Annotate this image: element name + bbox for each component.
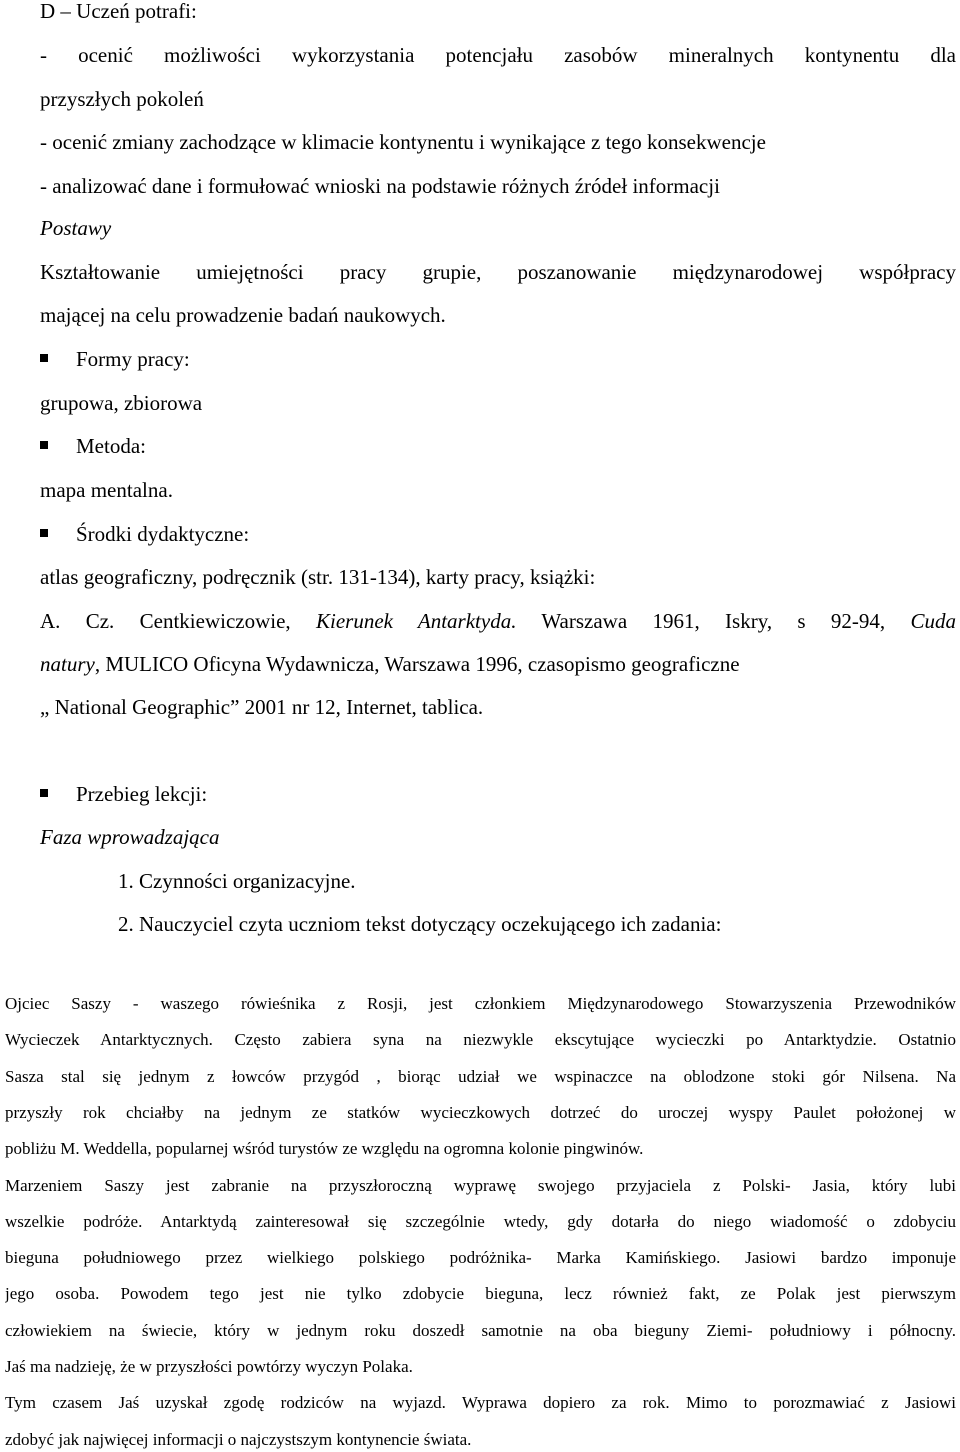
story-line: przyszły rok chciałby na jednym ze statków wycieczkowych dotrzeć do uroczej wyspy Paulet położonej w bbox=[5, 1103, 956, 1122]
skill-line: przyszłych pokoleń bbox=[40, 87, 204, 111]
method-bullet-item bbox=[40, 433, 956, 459]
means-text: , MULICO Oficyna Wydawnicza, Warszawa 1996, czasopismo geograficzne bbox=[94, 652, 740, 676]
means-label: Środki dydaktyczne: bbox=[76, 522, 250, 546]
story-line: jego osoba. Powodem tego jest nie tylko zdobycie bieguna, lecz również fakt, ze Polak jest pierwszym bbox=[5, 1284, 956, 1303]
story-line: człowiekiem na świecie, który w jednym roku doszedł samotnie na oba bieguny Ziemi- południowy i północny. bbox=[5, 1321, 956, 1340]
story-line: Ojciec Saszy - waszego rówieśnika z Rosji, jest członkiem Międzynarodowego Stowarzyszenia Przewodników bbox=[5, 994, 956, 1013]
story-line: Jaś ma nadzieję, że w przyszłości powtórzy wyczyn Polaka. bbox=[5, 1357, 413, 1376]
book-title: Cuda bbox=[910, 609, 956, 633]
story-line: Marzeniem Saszy jest zabranie na przyszłoroczną wyprawę swojego przyjaciela z Polski- Jasia, który lubi bbox=[5, 1176, 956, 1195]
bullet-square-icon bbox=[40, 529, 48, 537]
skill-line: - ocenić możliwości wykorzystania potencjału zasobów mineralnych kontynentu dla bbox=[40, 43, 956, 67]
bullet-square-icon bbox=[40, 354, 48, 362]
forms-bullet-item bbox=[40, 346, 956, 372]
forms-value: grupowa, zbiorowa bbox=[40, 391, 203, 415]
bullet-square-icon bbox=[40, 789, 48, 797]
means-text: A. Cz. Centkiewiczowie, bbox=[40, 609, 316, 633]
attitudes-line: mającej na celu prowadzenie badań naukowych. bbox=[40, 303, 446, 327]
course-bullet-item bbox=[40, 781, 956, 807]
means-line: atlas geograficzny, podręcznik (str. 131-134), karty pracy, książki: bbox=[40, 565, 596, 589]
attitudes-title: Postawy bbox=[40, 216, 112, 240]
method-label: Metoda: bbox=[76, 434, 146, 458]
means-line bbox=[40, 651, 956, 677]
phase-title: Faza wprowadzająca bbox=[40, 825, 220, 849]
attitudes-line: Kształtowanie umiejętności pracy grupie, poszanowanie międzynarodowej współpracy bbox=[40, 260, 956, 284]
forms-label: Formy pracy: bbox=[76, 347, 190, 371]
book-title: Kierunek Antarktyda. bbox=[315, 609, 517, 633]
story-line: wszelkie podróże. Antarktydą zainteresował się szczególnie wtedy, gdy dotarła do niego wiadomość o zdobyciu bbox=[5, 1212, 956, 1231]
means-line: „ National Geographic” 2001 nr 12, Internet, tablica. bbox=[40, 695, 484, 719]
book-title: natury bbox=[40, 652, 95, 676]
means-text: Warszawa 1961, Iskry, s 92-94, bbox=[516, 609, 911, 633]
means-bullet-item bbox=[40, 521, 956, 547]
bullet-square-icon bbox=[40, 441, 48, 449]
step-item: 2. Nauczyciel czyta uczniom tekst dotyczący oczekującego ich zadania: bbox=[118, 912, 722, 936]
story-line: zdobyć jak najwięcej informacji o najczystszym kontynencie świata. bbox=[5, 1430, 472, 1449]
skill-line: - analizować dane i formułować wnioski na podstawie różnych źródeł informacji bbox=[40, 174, 720, 198]
course-label: Przebieg lekcji: bbox=[76, 782, 208, 806]
step-item: 1. Czynności organizacyjne. bbox=[118, 869, 356, 893]
story-line: Wycieczek Antarktycznych. Często zabiera syna na niezwykle ekscytujące wycieczki po Antarktydzie. Ostatnio bbox=[5, 1030, 956, 1049]
story-line: pobliżu M. Weddella, popularnej wśród turystów ze względu na ogromna kolonie pingwinów. bbox=[5, 1139, 644, 1158]
story-line: Tym czasem Jaś uzyskał zgodę rodziców na wyjazd. Wyprawa dopiero za rok. Mimo to porozmawiać z Jasiowi bbox=[5, 1393, 956, 1412]
section-heading: D – Uczeń potrafi: bbox=[40, 0, 197, 23]
skill-line: - ocenić zmiany zachodzące w klimacie kontynentu i wynikające z tego konsekwencje bbox=[40, 130, 766, 154]
method-value: mapa mentalna. bbox=[40, 478, 173, 502]
means-line bbox=[40, 608, 956, 634]
story-line: bieguna południowego przez wielkiego polskiego podróżnika- Marka Kamińskiego. Jasiowi bardzo imponuje bbox=[5, 1248, 956, 1267]
story-line: Sasza stal się jednym z łowców przygód , biorąc udział we wspinaczce na oblodzone stoki gór Nilsena. Na bbox=[5, 1067, 956, 1086]
